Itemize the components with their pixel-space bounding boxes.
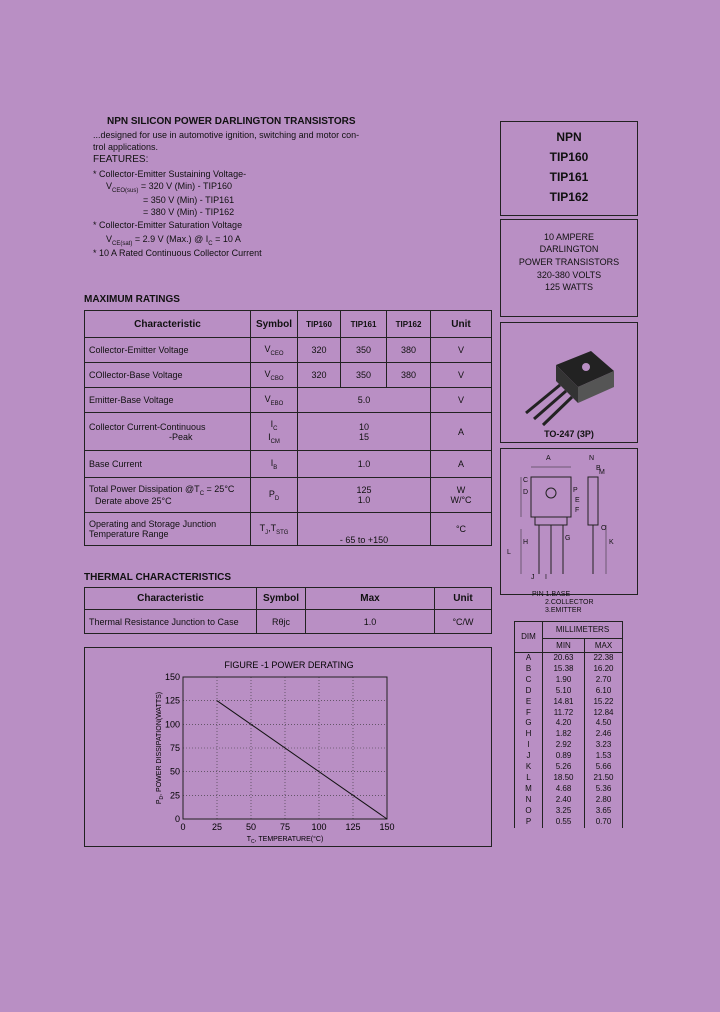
dim-min: 2.92	[543, 740, 585, 751]
dim-min: 0.89	[543, 751, 585, 762]
dim-min: 2.40	[543, 795, 585, 806]
dim-max: 2.46	[585, 729, 623, 740]
thermal-unit: °C/W	[435, 610, 492, 634]
features-title: FEATURES:	[93, 154, 149, 165]
row-value-tip162: 380	[387, 363, 431, 388]
drawing-label-c: C	[523, 477, 529, 484]
dim-min: 11.72	[543, 708, 585, 719]
y-axis-label-part: , POWER DISSIPATION(WATTS)	[156, 691, 163, 796]
chart-title: FIGURE -1 POWER DERATING	[224, 660, 354, 670]
row-value: - 65 to +150	[298, 513, 431, 546]
x-axis-label	[247, 835, 324, 845]
max-ratings-header	[85, 311, 492, 338]
dim-min: 1.82	[543, 729, 585, 740]
thermal-header	[85, 588, 492, 610]
y-tick-label: 125	[164, 695, 180, 706]
header-unit: Unit	[431, 311, 492, 338]
table-row	[85, 388, 492, 413]
x-tick-label: 25	[211, 822, 223, 832]
dim-min: 4.68	[543, 784, 585, 795]
dim-min: 0.55	[543, 817, 585, 828]
feature-2: * Collector-Emitter Saturation Voltage	[93, 220, 243, 230]
dim-max: 3.65	[585, 806, 623, 817]
x-tick-label: 75	[279, 822, 291, 832]
dim-min: 5.10	[543, 686, 585, 697]
row-value-tip160: 320	[298, 338, 341, 363]
dim-max: 12.84	[585, 708, 623, 719]
power-derating-chart	[85, 648, 491, 846]
table-row	[85, 451, 492, 478]
dim-letter: M	[515, 784, 543, 795]
table-row	[515, 653, 623, 664]
table-row	[515, 806, 623, 817]
dim-header-row	[515, 622, 623, 639]
x-tick-label: 150	[379, 822, 395, 832]
pin-2: 2.COLLECTOR	[545, 599, 594, 606]
dim-min: 5.26	[543, 762, 585, 773]
drawing-label-n: N	[589, 455, 595, 462]
table-row	[515, 686, 623, 697]
row-characteristic: Base Current	[85, 451, 251, 478]
desc-line-1: 10 AMPERE	[543, 232, 595, 242]
part-tip160: TIP160	[549, 150, 589, 164]
row-characteristic: Operating and Storage Junction Temperature Range	[85, 513, 251, 546]
drawing-label-p: P	[573, 487, 578, 494]
derating-line	[217, 701, 387, 819]
dim-max: 2.70	[585, 675, 623, 686]
dim-letter: A	[515, 653, 543, 664]
row-value-tip161: 350	[341, 363, 387, 388]
dim-min: 20.63	[543, 653, 585, 664]
y-axis-label	[156, 692, 165, 804]
x-tick-label: 125	[345, 822, 361, 832]
feature-1-tip160: $V_{CEO(sus)} = 320$ V (Min) - TIP160	[106, 181, 232, 194]
dim-letter: B	[515, 664, 543, 675]
dim-max: 6.10	[585, 686, 623, 697]
row-unit: V	[431, 363, 492, 388]
header-tip162: TIP162	[387, 311, 431, 338]
y-tick-label: 25	[169, 790, 180, 801]
part-type: NPN	[556, 130, 582, 144]
dim-letter: O	[515, 806, 543, 817]
table-row	[515, 664, 623, 675]
dim-letter: N	[515, 795, 543, 806]
package-image	[516, 343, 621, 428]
max-ratings-title: MAXIMUM RATINGS	[84, 294, 180, 305]
feature-1-tip161: = 350 V (Min) - TIP161	[143, 195, 235, 205]
thermal-symbol: Rθjc	[257, 610, 306, 634]
table-row	[515, 729, 623, 740]
row-symbol: $T_J,T_{STG}$	[251, 513, 298, 546]
dim-letter: J	[515, 751, 543, 762]
drawing-label-o: O	[601, 525, 607, 532]
dim-min: 1.90	[543, 675, 585, 686]
thermal-header-characteristic: Characteristic	[85, 588, 257, 610]
row-unit: °C	[431, 513, 492, 546]
part-number-box	[500, 121, 638, 216]
dim-letter: I	[515, 740, 543, 751]
y-tick-label: 0	[174, 814, 180, 824]
dim-max: 4.50	[585, 718, 623, 729]
drawing-label-d: D	[523, 489, 529, 496]
table-row	[515, 708, 623, 719]
row-characteristic: Total Power Dissipation $@T_C = 25^\circ C$ Derate above 25°C	[85, 478, 251, 513]
row-symbol: $P_D$	[251, 478, 298, 513]
header-characteristic: Characteristic	[85, 311, 251, 338]
thermal-title: THERMAL CHARACTERISTICS	[84, 572, 232, 583]
dim-min: 18.50	[543, 773, 585, 784]
y-tick-label: 50	[169, 766, 180, 777]
drawing-label-f: F	[575, 507, 580, 514]
part-tip162: TIP162	[549, 190, 589, 204]
millimeters-header: MILLIMETERS	[543, 622, 623, 639]
row-unit: V	[431, 388, 492, 413]
feature-1-tip162: = 380 V (Min) - TIP162	[143, 207, 235, 217]
dim-max: 5.36	[585, 784, 623, 795]
dim-min: 3.25	[543, 806, 585, 817]
y-tick-label: 150	[164, 672, 180, 682]
x-tick-label: 100	[311, 822, 327, 832]
dim-letter: K	[515, 762, 543, 773]
table-row	[515, 784, 623, 795]
package-box	[500, 322, 638, 443]
pin-title: PIN 1.BASE	[532, 591, 571, 598]
row-symbol: $V_{CEO}$	[251, 338, 298, 363]
header-symbol: Symbol	[251, 311, 298, 338]
dim-letter: H	[515, 729, 543, 740]
row-characteristic: Collector Current-Continuous -Peak	[85, 413, 251, 451]
power-derating-figure	[84, 647, 492, 847]
dimension-drawing-box	[500, 448, 638, 595]
thermal-header-max: Max	[306, 588, 435, 610]
dim-min: 14.81	[543, 697, 585, 708]
table-row	[515, 762, 623, 773]
row-value: 10 15	[298, 413, 431, 451]
table-row	[85, 478, 492, 513]
feature-1: * Collector-Emitter Sustaining Voltage-	[93, 169, 247, 179]
dim-letter: D	[515, 686, 543, 697]
drawing-label-l: L	[507, 549, 511, 556]
y-tick-label: 75	[169, 743, 180, 753]
drawing-label-g: G	[565, 535, 571, 542]
package-outline-drawing	[501, 449, 637, 594]
table-row	[515, 675, 623, 686]
table-row	[85, 338, 492, 363]
package-label: TO-247 (3P)	[544, 429, 594, 439]
header-tip161: TIP161	[341, 311, 387, 338]
thermal-characteristic: Thermal Resistance Junction to Case	[85, 610, 257, 634]
dim-max: 2.80	[585, 795, 623, 806]
document-title: NPN SILICON POWER DARLINGTON TRANSISTORS	[107, 116, 356, 127]
row-value: 125 1.0	[298, 478, 431, 513]
dim-letter: C	[515, 675, 543, 686]
dim-max: 5.66	[585, 762, 623, 773]
dim-max: 3.23	[585, 740, 623, 751]
y-tick-label: 100	[164, 719, 180, 730]
dim-letter: P	[515, 817, 543, 828]
drawing-label-j: J	[531, 574, 535, 581]
dim-min: 15.38	[543, 664, 585, 675]
table-row	[85, 610, 492, 634]
max-ratings-table	[84, 310, 492, 546]
desc-line-5: 125 WATTS	[544, 282, 593, 292]
description-box	[500, 219, 638, 317]
row-symbol: $I_C$ $I_{CM}$	[251, 413, 298, 451]
row-unit: W W/°C	[431, 478, 492, 513]
row-unit: A	[431, 451, 492, 478]
feature-2-value: $V_{CE(sat)} = 2.9$ V (Max.) @ $I_C = 10$ A	[106, 234, 241, 247]
row-unit: V	[431, 338, 492, 363]
dim-min: 4.20	[543, 718, 585, 729]
header-tip160: TIP160	[298, 311, 341, 338]
x-tick-label: 0	[180, 822, 186, 832]
dim-max: 16.20	[585, 664, 623, 675]
drawing-label-k: K	[609, 539, 614, 546]
dimensions-table	[514, 621, 623, 828]
dim-letter: G	[515, 718, 543, 729]
drawing-label-b: B	[596, 465, 601, 472]
part-tip161: TIP161	[549, 170, 589, 184]
row-characteristic: COllector-Base Voltage	[85, 363, 251, 388]
thermal-header-symbol: Symbol	[257, 588, 306, 610]
y-axis-label-part: D	[159, 795, 165, 800]
desc-line-3: POWER TRANSISTORS	[518, 257, 620, 267]
x-tick-label: 50	[245, 822, 257, 832]
row-symbol: $V_{CBO}$	[251, 363, 298, 388]
row-characteristic: Collector-Emitter Voltage	[85, 338, 251, 363]
thermal-table	[84, 587, 492, 634]
row-value: 1.0	[298, 451, 431, 478]
description-line-1: ...designed for use in automotive ignition, switching and motor con-	[93, 130, 360, 140]
table-row	[85, 363, 492, 388]
thermal-max: 1.0	[306, 610, 435, 634]
min-header: MIN	[543, 639, 585, 653]
dim-letter: E	[515, 697, 543, 708]
pin-3: 3.EMITTER	[545, 607, 582, 614]
table-row	[515, 795, 623, 806]
x-axis-label-part: T	[246, 836, 251, 843]
row-value-tip160: 320	[298, 363, 341, 388]
dim-max: 15.22	[585, 697, 623, 708]
table-row	[515, 773, 623, 784]
desc-line-4: 320-380 VOLTS	[536, 270, 602, 280]
drawing-label-a: A	[546, 455, 551, 462]
max-header: MAX	[585, 639, 623, 653]
feature-3: * 10 A Rated Continuous Collector Current	[93, 248, 262, 258]
drawing-label-i: I	[545, 574, 547, 581]
dim-max: 0.70	[585, 817, 623, 828]
table-row	[515, 718, 623, 729]
table-row	[85, 413, 492, 451]
row-unit: A	[431, 413, 492, 451]
dim-letter: F	[515, 708, 543, 719]
row-value-tip162: 380	[387, 338, 431, 363]
dim-max: 1.53	[585, 751, 623, 762]
dim-letter: L	[515, 773, 543, 784]
row-symbol: $V_{EBO}$	[251, 388, 298, 413]
row-characteristic: Emitter-Base Voltage	[85, 388, 251, 413]
table-row	[515, 697, 623, 708]
x-axis-label-part: C	[251, 839, 255, 845]
table-row	[515, 751, 623, 762]
row-value: 5.0	[298, 388, 431, 413]
dim-max: 21.50	[585, 773, 623, 784]
thermal-header-unit: Unit	[435, 588, 492, 610]
table-row	[85, 513, 492, 546]
row-value-tip161: 350	[341, 338, 387, 363]
description-line-2: trol applications.	[93, 142, 159, 152]
y-axis-label-part: P	[156, 799, 163, 805]
desc-line-2: DARLINGTON	[539, 244, 599, 254]
dim-max: 22.38	[585, 653, 623, 664]
dim-header: DIM	[515, 622, 543, 653]
table-row	[515, 740, 623, 751]
row-symbol: $I_B$	[251, 451, 298, 478]
drawing-label-m: M	[599, 469, 605, 476]
table-row	[515, 817, 623, 828]
x-axis-label-part: , TEMPERATURE(°C)	[254, 836, 324, 843]
drawing-label-h: H	[523, 539, 529, 546]
drawing-label-e: E	[575, 497, 580, 504]
